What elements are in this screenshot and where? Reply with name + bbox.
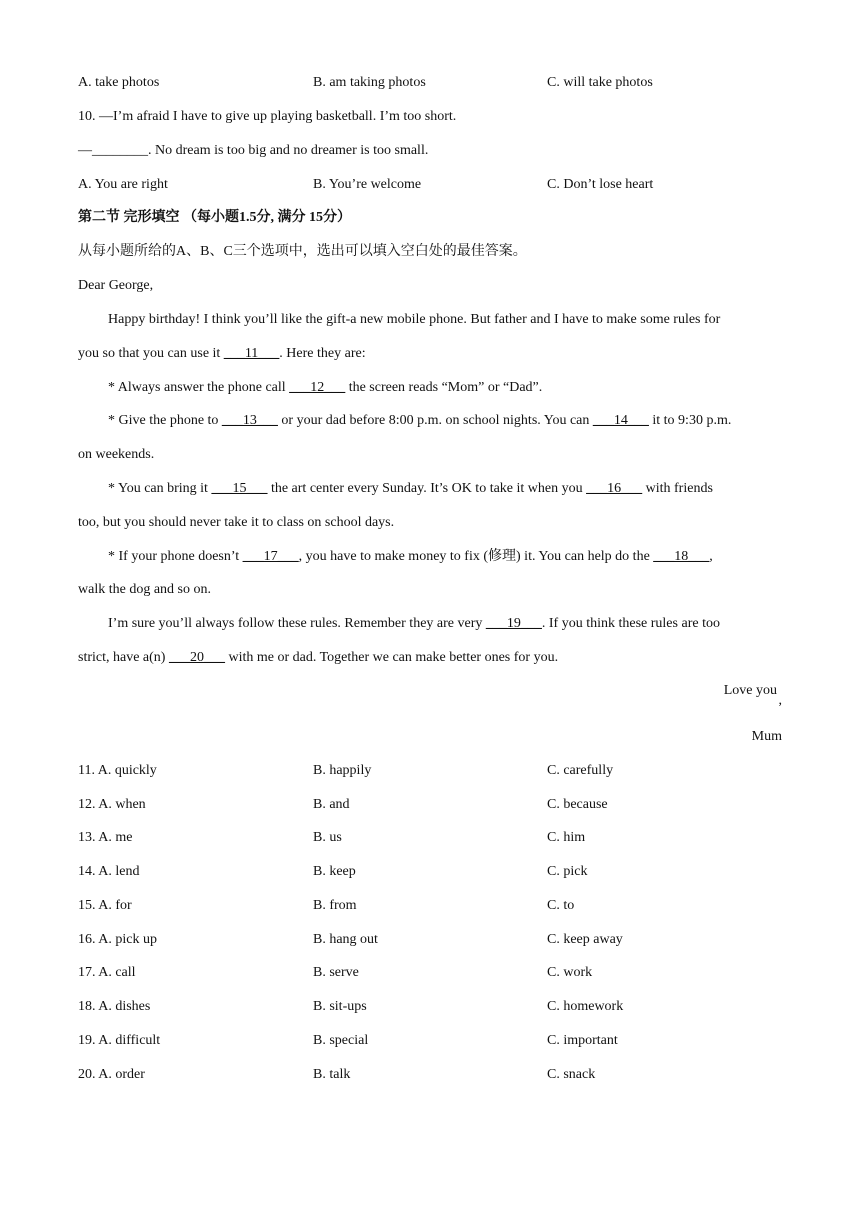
options-row-17 — [78, 963, 788, 983]
option-b: B. hang out — [313, 932, 378, 947]
letter-rule-4 — [108, 547, 788, 567]
options-row-12 — [78, 795, 788, 815]
q9-option-b: B. am taking photos — [313, 75, 426, 90]
option-b: B. us — [313, 830, 342, 845]
text-segment: you so that you can use it — [78, 346, 224, 361]
q10-option-c: C. Don’t lose heart — [547, 177, 654, 192]
q10-response-text: . No dream is too big and no dreamer is too small. — [148, 143, 429, 158]
text-segment: I’m sure you’ll always follow these rules. Remember they are very — [108, 616, 486, 631]
blank-13: ___13___ — [221, 413, 278, 428]
q9-option-c: C. will take photos — [547, 75, 653, 90]
letter-paragraph-2-cont — [78, 648, 788, 668]
letter-rule-3-cont: too, but you should never take it to class on school days. — [78, 515, 395, 530]
option-b: B. talk — [313, 1067, 351, 1082]
option-b: B. from — [313, 898, 357, 913]
option-a: 14. A. lend — [78, 864, 140, 879]
text-segment: the art center every Sunday. It’s OK to take it when you — [267, 481, 587, 496]
blank-20: ___20___ — [168, 650, 225, 665]
letter-paragraph-1-cont — [78, 344, 788, 364]
option-a: 20. A. order — [78, 1067, 145, 1082]
letter-rule-1 — [108, 378, 788, 398]
blank-19: ___19___ — [485, 616, 542, 631]
closing-text: Love you — [723, 683, 777, 698]
text-segment: * Always answer the phone call — [108, 380, 290, 395]
option-a: 13. A. me — [78, 830, 133, 845]
option-b: B. happily — [313, 763, 372, 778]
text-segment: , — [709, 549, 713, 564]
options-row-14 — [78, 862, 788, 882]
option-a: 16. A. pick up — [78, 932, 157, 947]
option-a: 15. A. for — [78, 898, 132, 913]
text-segment: it to 9:30 p.m. — [648, 413, 732, 428]
text-segment: . Here they are: — [279, 346, 366, 361]
options-row-18 — [78, 997, 788, 1017]
text-segment: with friends — [642, 481, 713, 496]
option-b: B. and — [313, 797, 350, 812]
text-segment: or your dad before 8:00 p.m. on school nights. You can — [277, 413, 593, 428]
q10-question: 10. —I’m afraid I have to give up playing basketball. I’m too short. — [78, 109, 457, 124]
q10-response-blank: —________ — [78, 143, 148, 158]
text-segment: with me or dad. Together we can make better ones for you. — [224, 650, 559, 665]
blank-12: ___12___ — [289, 380, 346, 395]
letter-greeting: Dear George, — [78, 278, 154, 293]
blank-17: ___17___ — [242, 549, 299, 564]
options-row-11 — [78, 761, 788, 781]
option-b: B. special — [313, 1033, 369, 1048]
option-b: B. keep — [313, 864, 356, 879]
option-c: C. keep away — [547, 932, 623, 947]
letter-rule-2 — [108, 411, 788, 431]
option-c: C. homework — [547, 999, 624, 1014]
option-b: B. sit-ups — [313, 999, 367, 1014]
option-c: C. snack — [547, 1067, 596, 1082]
options-row-19 — [78, 1031, 788, 1051]
text-segment: strict, have a(n) — [78, 650, 169, 665]
text-segment: * Give the phone to — [108, 413, 222, 428]
option-a: 17. A. call — [78, 965, 136, 980]
option-a: 19. A. difficult — [78, 1033, 161, 1048]
blank-14: ___14___ — [592, 413, 649, 428]
section-title: 第二节 完形填空 （每小题1.5分, 满分 15分） — [78, 210, 351, 225]
q10-response — [78, 141, 788, 161]
option-a: 12. A. when — [78, 797, 146, 812]
option-c: C. important — [547, 1033, 618, 1048]
options-row-13 — [78, 828, 788, 848]
option-b: B. serve — [313, 965, 359, 980]
letter-rule-2-cont: on weekends. — [78, 447, 155, 462]
option-c: C. him — [547, 830, 586, 845]
letter-signature: Mum — [751, 729, 782, 744]
q10-option-b: B. You’re welcome — [313, 177, 422, 192]
options-row-16 — [78, 930, 788, 950]
option-c: C. pick — [547, 864, 588, 879]
option-c: C. because — [547, 797, 608, 812]
text-segment: the screen reads “Mom” or “Dad”. — [345, 380, 543, 395]
letter-rule-3 — [108, 479, 788, 499]
letter-closing-comma: , — [778, 693, 782, 708]
text-segment: * You can bring it — [108, 481, 212, 496]
letter-paragraph-1: Happy birthday! I think you’ll like the gift-a new mobile phone. But father and I have to make some rules for — [108, 312, 721, 327]
text-segment: . If you think these rules are too — [541, 616, 720, 631]
option-a: 11. A. quickly — [78, 763, 157, 778]
blank-16: ___16___ — [586, 481, 643, 496]
option-c: C. carefully — [547, 763, 614, 778]
option-c: C. to — [547, 898, 575, 913]
q9-options-row — [78, 73, 788, 93]
options-row-20 — [78, 1065, 788, 1085]
option-c: C. work — [547, 965, 593, 980]
options-row-15 — [78, 896, 788, 916]
text-segment: * If your phone doesn’t — [108, 549, 243, 564]
blank-18: ___18___ — [653, 549, 710, 564]
text-segment: , you have to make money to fix (修理) it. You can help do the — [298, 549, 654, 564]
letter-rule-4-cont: walk the dog and so on. — [78, 582, 211, 597]
q10-option-a: A. You are right — [78, 177, 168, 192]
q10-options-row — [78, 175, 788, 195]
q9-option-a: A. take photos — [78, 75, 160, 90]
option-a: 18. A. dishes — [78, 999, 151, 1014]
blank-15: ___15___ — [211, 481, 268, 496]
blank-11: ___11___ — [223, 346, 280, 361]
letter-paragraph-2 — [108, 614, 788, 634]
section-instruction: 从每小题所给的A、B、C三个选项中，选出可以填入空白处的最佳答案。 — [78, 244, 527, 259]
